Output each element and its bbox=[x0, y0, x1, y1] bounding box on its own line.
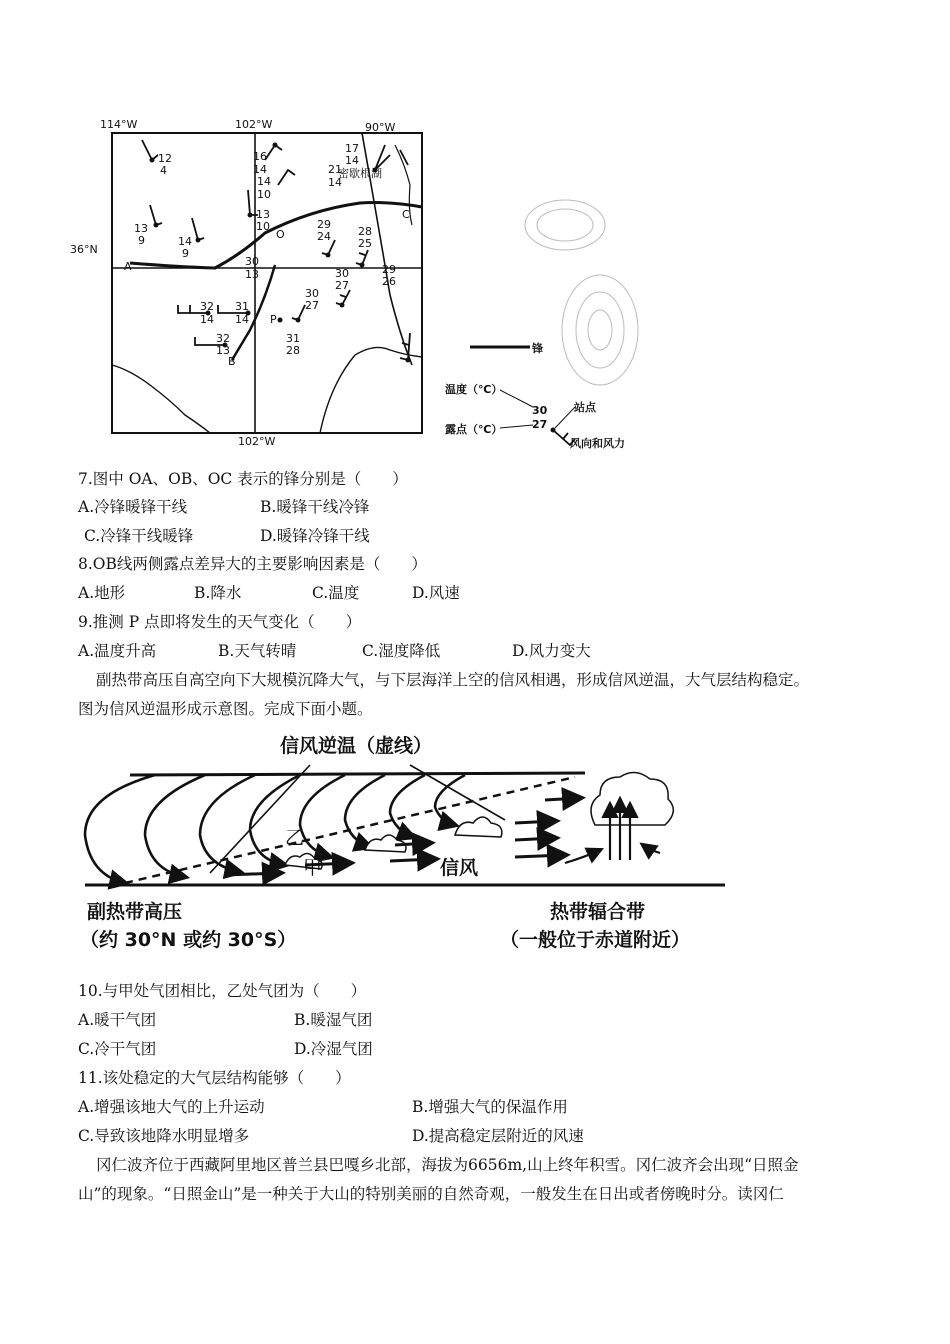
station-t: 14 bbox=[257, 175, 271, 188]
label-jia: 甲 bbox=[303, 857, 323, 879]
q10-option-b: B.暖湿气团 bbox=[294, 1011, 373, 1029]
q11-option-b: B.增强大气的保温作用 bbox=[412, 1098, 568, 1116]
upper-line bbox=[130, 773, 585, 775]
clouds bbox=[285, 772, 673, 869]
station-d: 27 bbox=[305, 299, 319, 312]
question-8-stem: 8.OB线两侧露点差异大的主要影响因素是（ ） bbox=[78, 555, 427, 573]
q11-option-d: D.提高稳定层附近的风速 bbox=[412, 1127, 584, 1145]
question-11-stem: 11.该处稳定的大气层结构能够（ ） bbox=[78, 1069, 351, 1087]
station-d: 14 bbox=[328, 176, 342, 189]
q7-option-b: B.暖锋干线冷锋 bbox=[260, 498, 370, 516]
q9-option-a: A.温度升高 bbox=[78, 642, 157, 660]
q8-option-b: B.降水 bbox=[194, 584, 242, 602]
legend-sample-temp: 30 bbox=[532, 404, 548, 417]
station-t: 31 bbox=[235, 300, 249, 313]
q9-option-c: C.湿度降低 bbox=[362, 642, 441, 660]
lon-label-bottom: 102°W bbox=[238, 435, 276, 448]
question-9-stem: 9.推测 P 点即将发生的天气变化（ ） bbox=[78, 613, 362, 631]
q7-option-a: A.冷锋暖锋干线 bbox=[78, 498, 188, 516]
station-t: 32 bbox=[200, 300, 214, 313]
station-t: 32 bbox=[216, 332, 230, 345]
station-t: 12 bbox=[158, 152, 172, 165]
station-d: 10 bbox=[256, 220, 270, 233]
station-d: 9 bbox=[182, 247, 189, 260]
station-t: 21 bbox=[328, 163, 342, 176]
label-subtropical-high: 副热带高压 bbox=[87, 901, 183, 923]
q10-option-a: A.暖干气团 bbox=[78, 1011, 157, 1029]
q9-option-b: B.天气转晴 bbox=[218, 642, 297, 660]
q7-option-c: C.冷锋干线暖锋 bbox=[84, 527, 194, 545]
label-itcz: 热带辐合带 bbox=[550, 901, 646, 923]
station-d: 27 bbox=[335, 279, 349, 292]
legend-wind: 风向和风力 bbox=[570, 437, 625, 450]
q8-option-c: C.温度 bbox=[312, 584, 360, 602]
diagram-title: 信风逆温（虚线） bbox=[280, 735, 433, 757]
station-t: 13 bbox=[134, 222, 148, 235]
q8-option-a: A.地形 bbox=[78, 584, 126, 602]
station-d: 14 bbox=[345, 154, 359, 167]
q8-option-d: D.风速 bbox=[412, 584, 460, 602]
point-B: B bbox=[228, 355, 236, 368]
station-d: 28 bbox=[286, 344, 300, 357]
station-t: 28 bbox=[358, 225, 372, 238]
station-d: 4 bbox=[160, 164, 167, 177]
question-7-stem: 7.图中 OA、OB、OC 表示的锋分别是（ ） bbox=[78, 470, 408, 488]
q7-option-d: D.暖锋冷锋干线 bbox=[260, 527, 370, 545]
question-10-stem: 10.与甲处气团相比，乙处气团为（ ） bbox=[78, 982, 367, 1000]
legend-sample-dew: 27 bbox=[532, 418, 548, 431]
station-d: 25 bbox=[358, 237, 372, 250]
point-A: A bbox=[124, 260, 132, 273]
station-d: 24 bbox=[317, 230, 331, 243]
station-t: 13 bbox=[256, 208, 270, 221]
station-d: 14 bbox=[253, 163, 267, 176]
coastline-west bbox=[112, 365, 210, 433]
q11-option-a: A.增强该地大气的上升运动 bbox=[78, 1098, 265, 1116]
q9-option-d: D.风力变大 bbox=[512, 642, 591, 660]
station-t: 31 bbox=[286, 332, 300, 345]
station-t: 29 bbox=[382, 263, 396, 276]
label-subtropical-lat: （约 30°N 或约 30°S） bbox=[80, 929, 297, 951]
q10-option-d: D.冷湿气团 bbox=[294, 1040, 373, 1058]
station-d: 13 bbox=[245, 268, 259, 281]
station-d: 10 bbox=[257, 188, 271, 201]
intro-paragraph-3-line2: 山”的现象。“日照金山”是一种关于大山的特别美丽的自然奇观，一般发生在日出或者傍晚时分。读冈仁 bbox=[78, 1185, 784, 1203]
station-t: 16 bbox=[253, 150, 267, 163]
q10-option-c: C.冷干气团 bbox=[78, 1040, 157, 1058]
label-trade-wind: 信风 bbox=[440, 857, 479, 879]
legend-dew: 露点（℃） bbox=[445, 423, 503, 436]
label-itcz-location: （一般位于赤道附近） bbox=[500, 929, 691, 951]
station-d: 13 bbox=[216, 344, 230, 357]
station-t: 30 bbox=[245, 255, 259, 268]
station-t: 29 bbox=[317, 218, 331, 231]
trade-wind-diagram bbox=[75, 725, 725, 960]
label-yi: 乙 bbox=[285, 827, 305, 849]
point-P: P bbox=[270, 313, 277, 326]
station-t: 30 bbox=[335, 267, 349, 280]
station-t: 17 bbox=[345, 142, 359, 155]
legend-front: 锋 bbox=[532, 342, 543, 355]
station-t: 30 bbox=[305, 287, 319, 300]
lon-label-90: 90°W bbox=[365, 121, 396, 134]
station-d: 26 bbox=[382, 275, 396, 288]
legend-station: 站点 bbox=[574, 401, 596, 414]
weather-map-figure bbox=[70, 115, 650, 460]
station-t: 14 bbox=[178, 235, 192, 248]
descending-arcs bbox=[85, 775, 465, 883]
intro-paragraph-3-line1: 冈仁波齐位于西藏阿里地区普兰县巴嘎乡北部，海拔为6656m,山上终年积雪。冈仁波齐会出现“日照金 bbox=[96, 1156, 799, 1174]
lat-label: 36°N bbox=[70, 243, 98, 256]
inversion-dashed-line bbox=[125, 777, 575, 883]
lon-label-114: 114°W bbox=[100, 118, 138, 131]
station-d: 14 bbox=[200, 313, 214, 326]
q11-option-c: C.导致该地降水明显增多 bbox=[78, 1127, 250, 1145]
station-d: 9 bbox=[138, 234, 145, 247]
lake-label: 密歇根湖 bbox=[338, 167, 382, 180]
lon-label-102: 102°W bbox=[235, 118, 273, 131]
point-O: O bbox=[276, 228, 285, 241]
station-d: 14 bbox=[235, 313, 249, 326]
intro-paragraph-2-line1: 副热带高压自高空向下大规模沉降大气，与下层海洋上空的信风相遇，形成信风逆温，大气层结构稳定。 bbox=[96, 671, 810, 689]
intro-paragraph-2-line2: 图为信风逆温形成示意图。完成下面小题。 bbox=[78, 700, 373, 718]
legend-temp: 温度（℃） bbox=[445, 383, 503, 396]
point-C: C bbox=[402, 208, 410, 221]
